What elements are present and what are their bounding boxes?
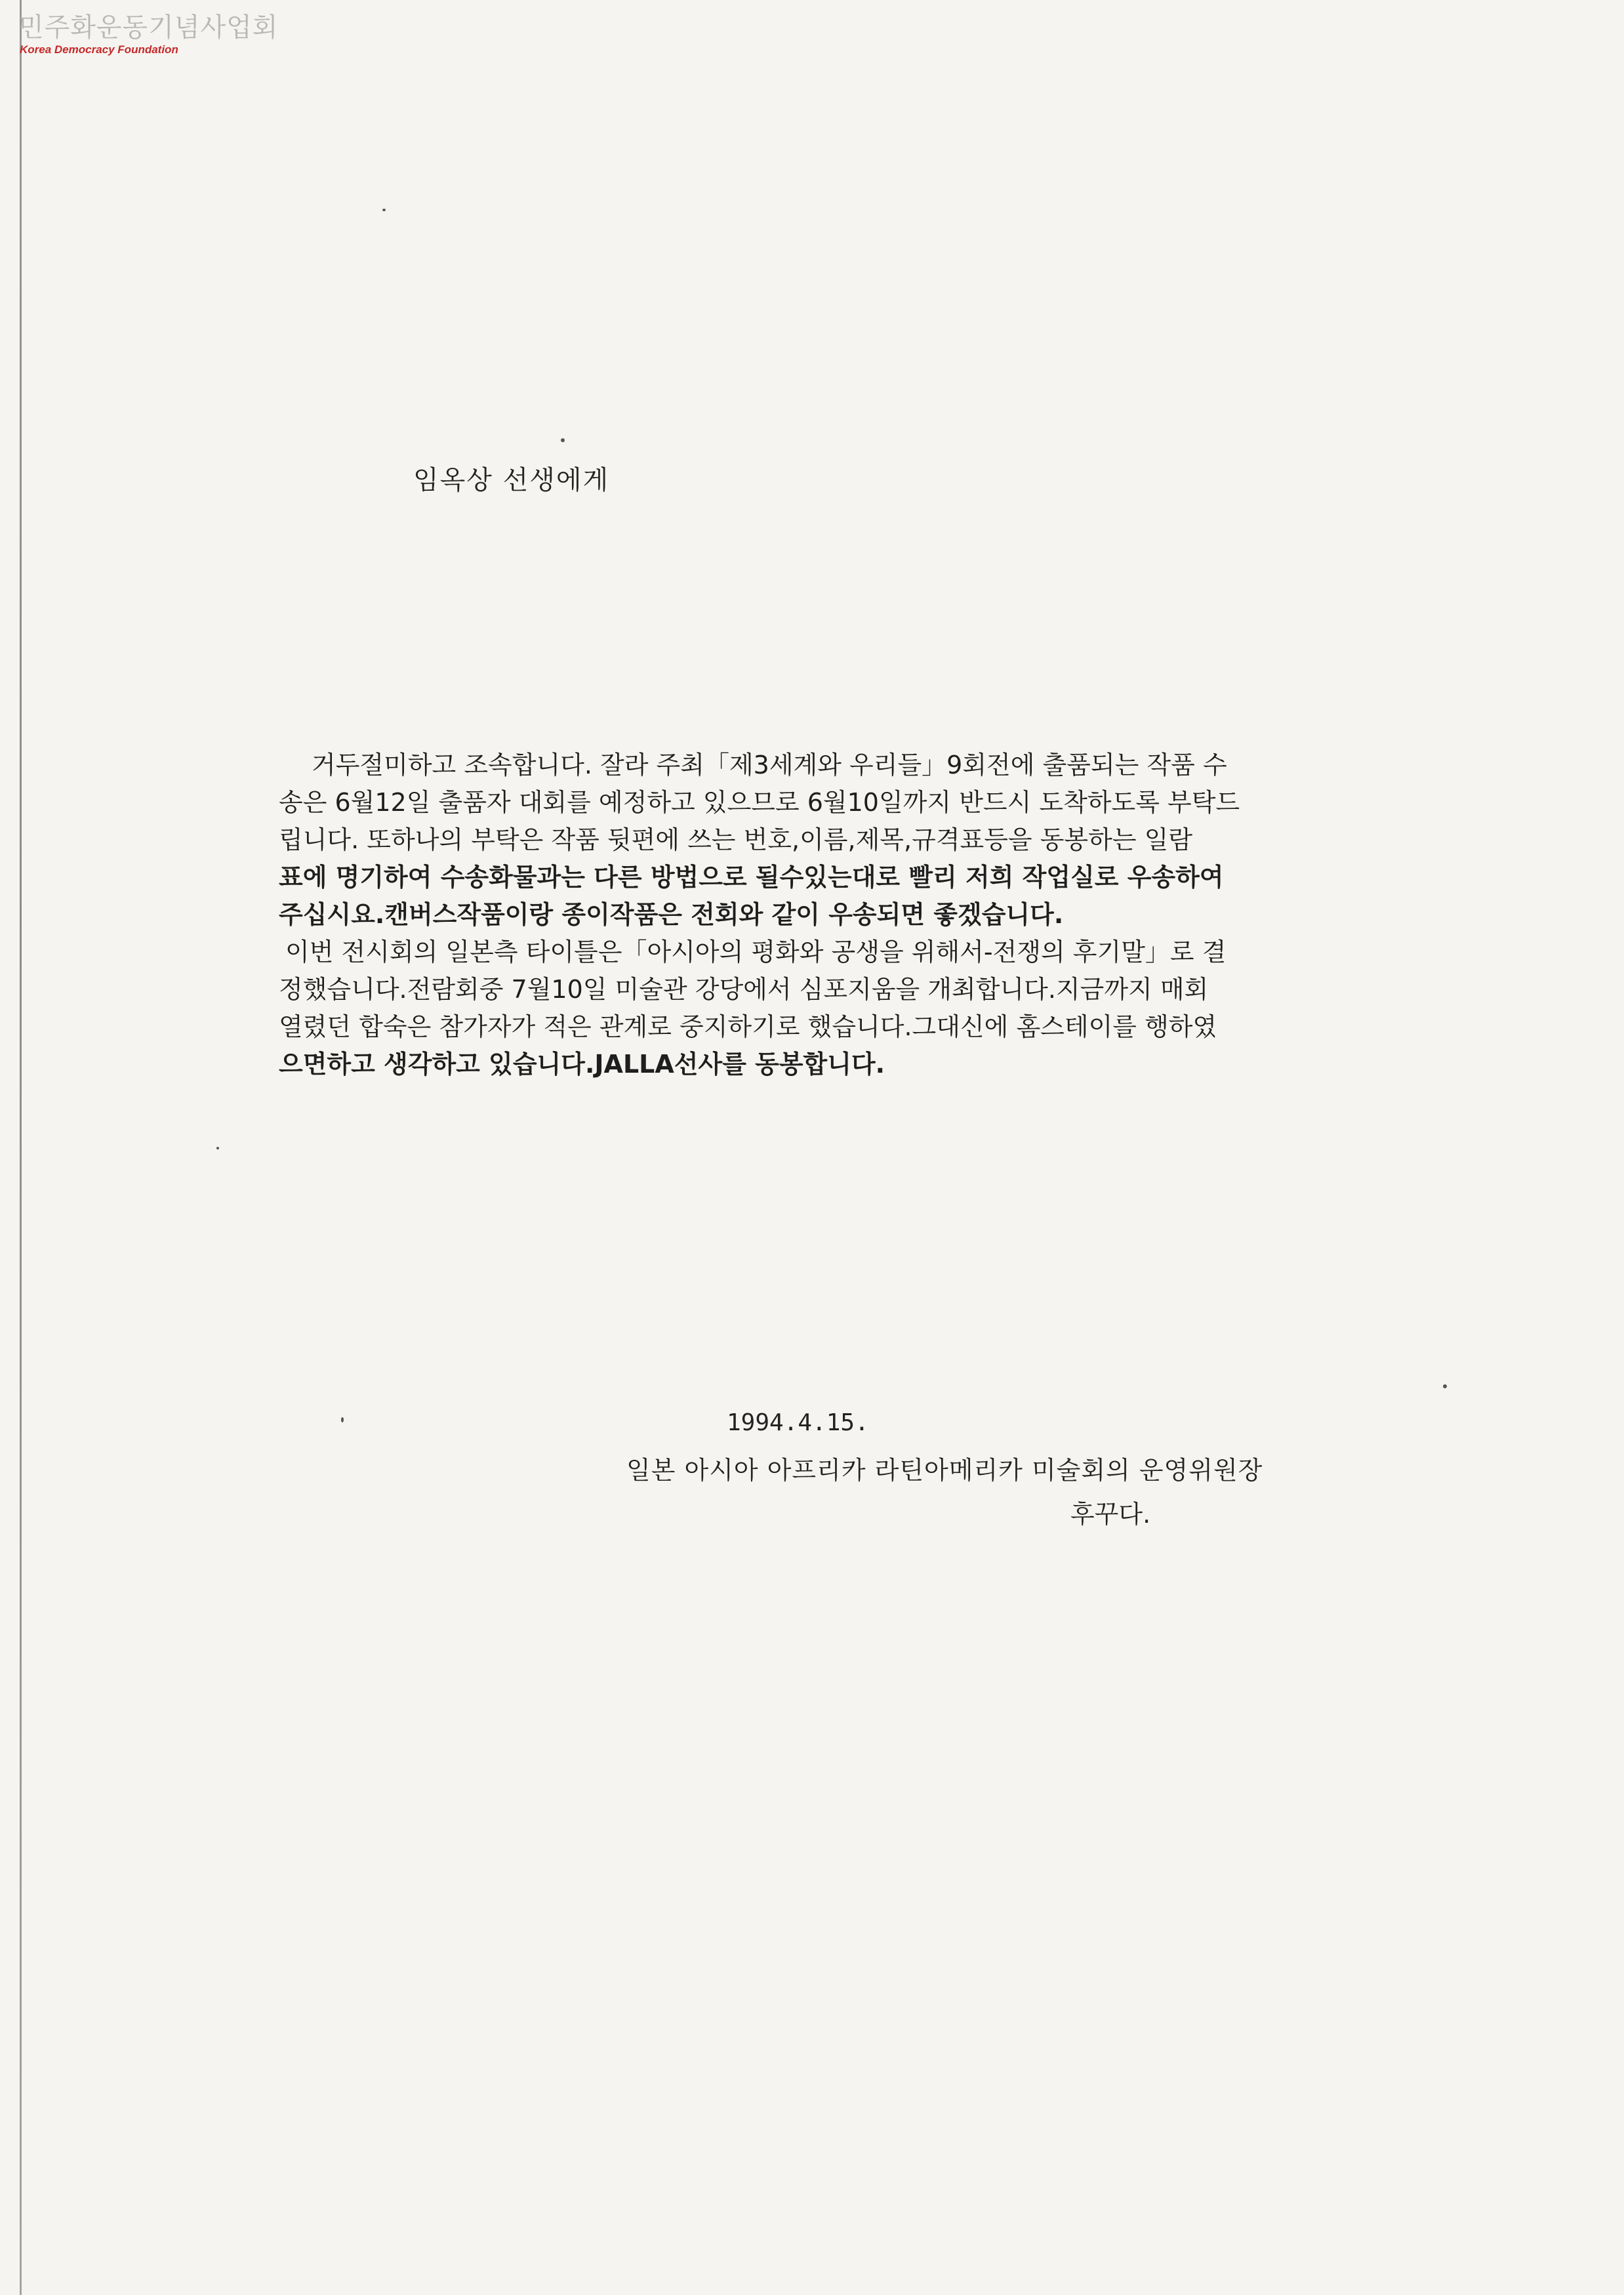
- watermark-english: Korea Democracy Foundation: [20, 43, 178, 56]
- scan-speck: [216, 1147, 219, 1149]
- letter-body: [279, 747, 1459, 1083]
- watermark-korean: 민주화운동기념사업회: [18, 12, 279, 43]
- body-line: 립니다. 또하나의 부탁은 작품 뒷편에 쓰는 번호,이름,제목,규격표등을 동봉하는 일람: [279, 825, 1193, 854]
- body-line: 송은 6월12일 출품자 대회를 예정하고 있으므로 6월10일까지 반드시 도착하도록 부탁드: [279, 788, 1240, 817]
- body-line: 정했습니다.전람회중 7월10일 미술관 강당에서 심포지움을 개최합니다.지금까지 매회: [279, 975, 1209, 1004]
- scan-speck: [561, 438, 565, 442]
- scan-speck: [1443, 1384, 1447, 1388]
- salutation: 임옥상 선생에게: [413, 465, 610, 495]
- margin-line: [20, 0, 22, 2295]
- body-line: 으면하고 생각하고 있습니다.JALLA선사를 동봉합니다.: [279, 1050, 885, 1079]
- letter-date: 1994.4.15.: [727, 1409, 869, 1436]
- body-line: 열렸던 합숙은 참가자가 적은 관계로 중지하기로 했습니다.그대신에 홈스테이를 행하였: [279, 1012, 1217, 1041]
- body-line: 주십시요.캔버스작품이랑 종이작품은 전회와 같이 우송되면 좋겠습니다.: [279, 900, 1064, 929]
- scan-speck: [341, 1417, 344, 1422]
- body-line: 거두절미하고 조속합니다. 잘라 주최「제3세계와 우리들」9회전에 출품되는 작품 수: [312, 751, 1227, 779]
- scan-speck: [382, 209, 386, 211]
- sender-organization: 일본 아시아 아프리카 라틴아메리카 미술회의 운영위원장: [626, 1456, 1263, 1485]
- sender-name: 후꾸다.: [1070, 1500, 1151, 1529]
- body-line: 이번 전시회의 일본측 타이틀은「아시아의 평화와 공생을 위해서-전쟁의 후기말」로 결: [285, 938, 1227, 966]
- body-line: 표에 명기하여 수송화물과는 다른 방법으로 될수있는대로 빨리 저희 작업실로 우송하여: [279, 863, 1224, 892]
- watermark: [18, 12, 279, 56]
